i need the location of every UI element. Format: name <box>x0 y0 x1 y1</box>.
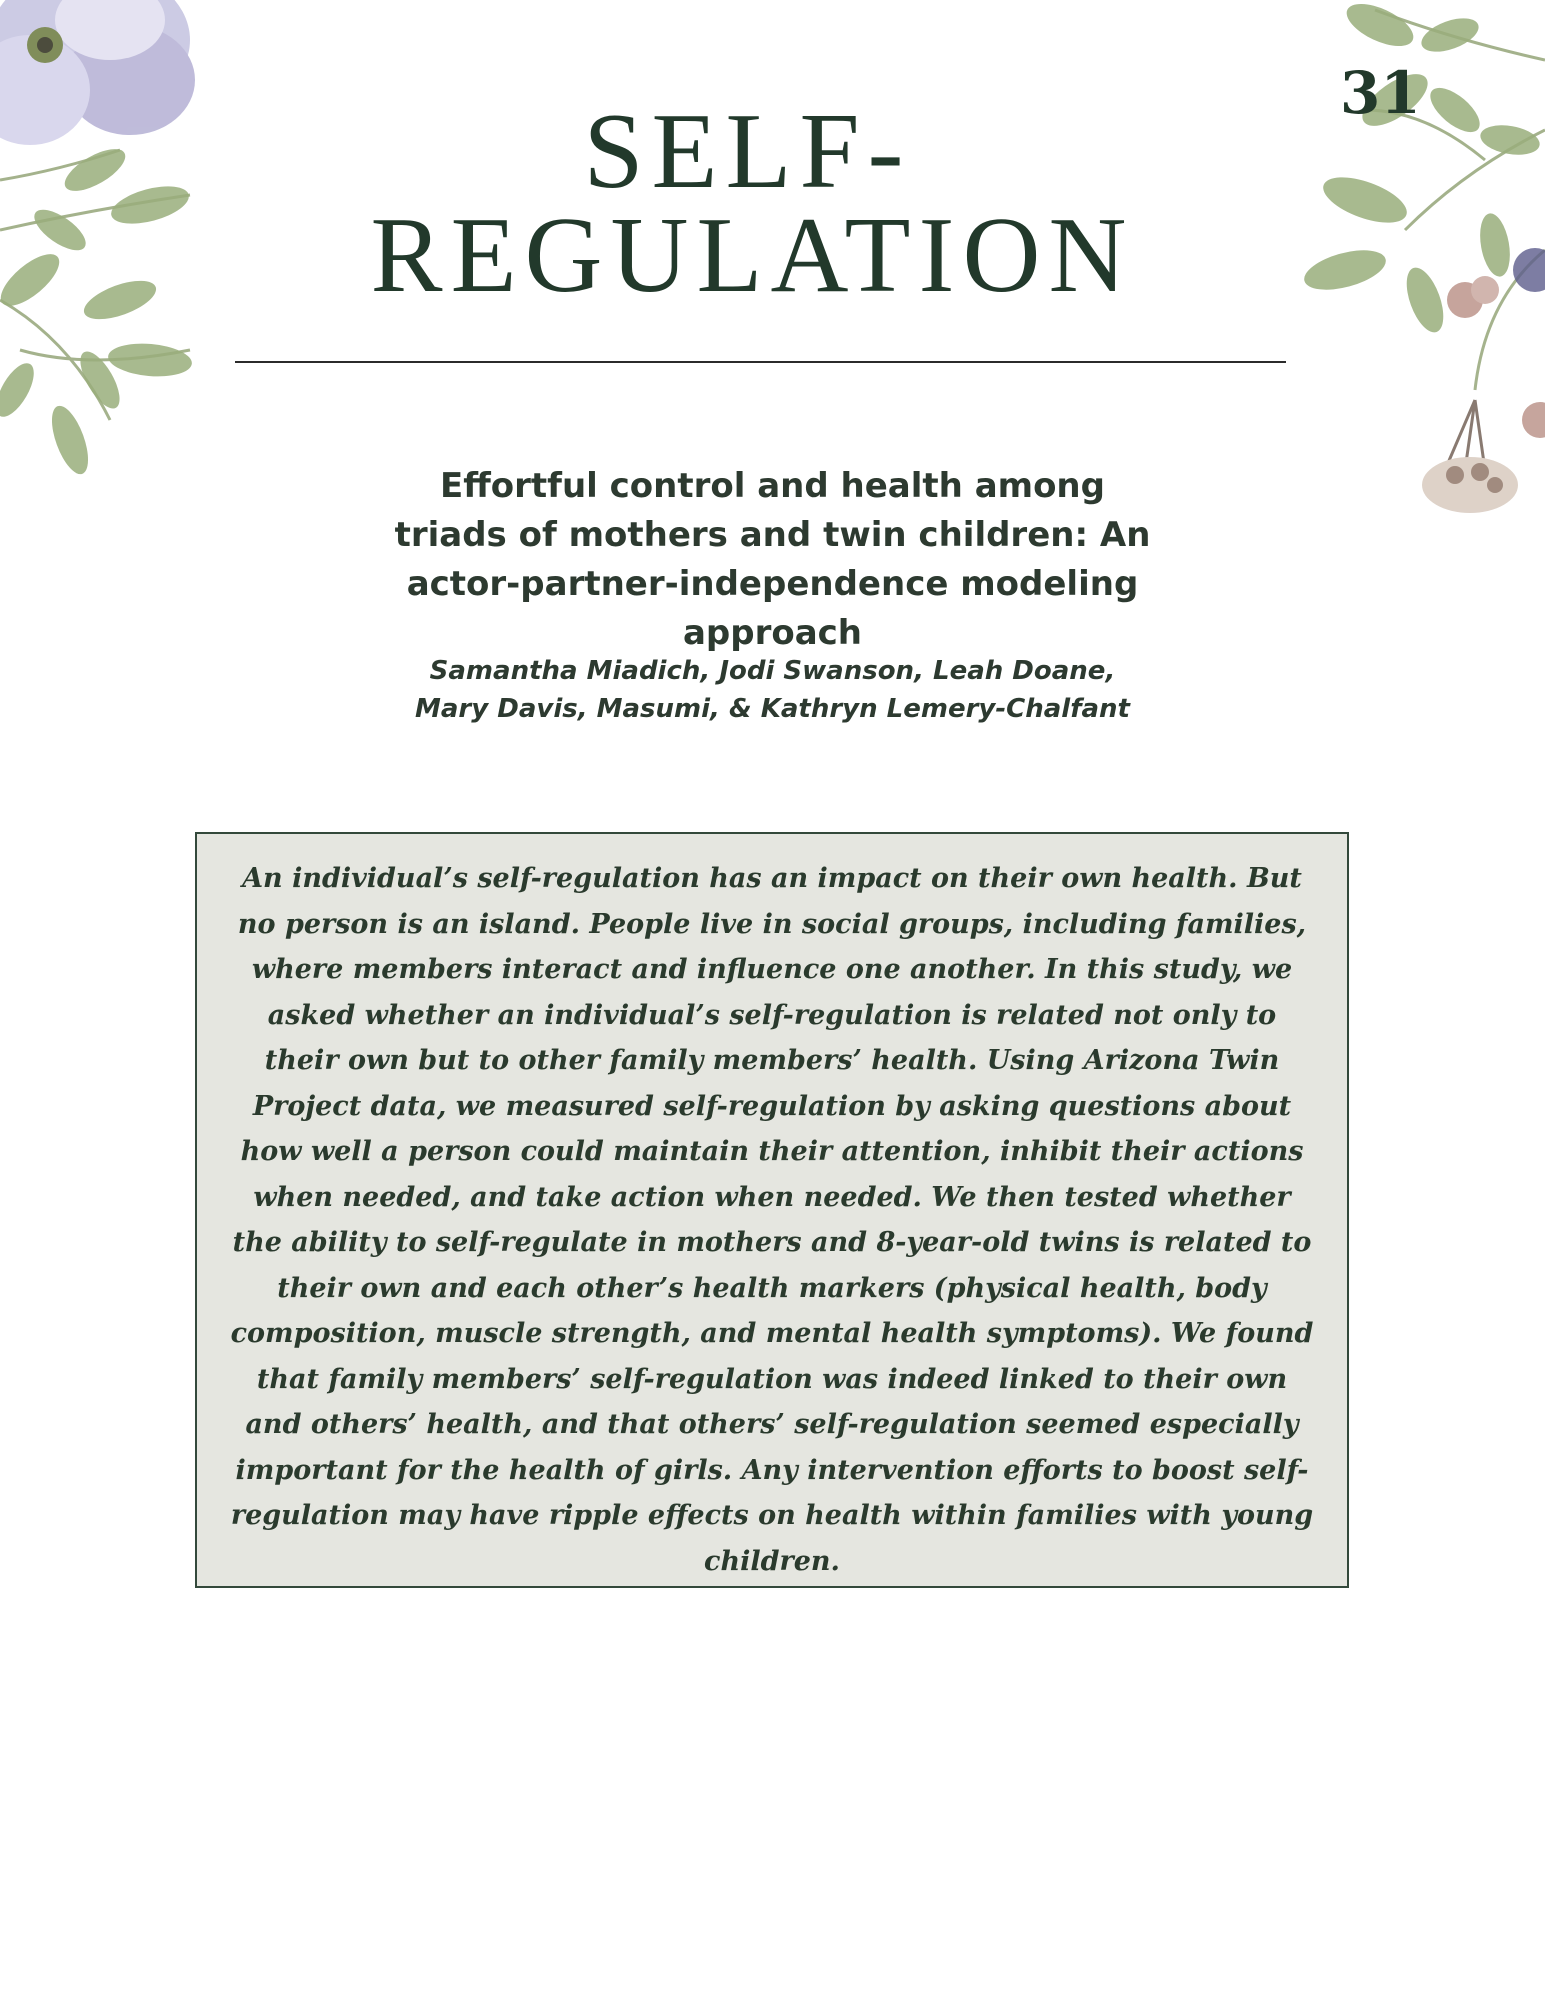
article-authors: Samantha Miadich, Jodi Swanson, Leah Doane, Mary Davis, Masumi, & Kathryn Lemery-Chalfant <box>415 656 1130 724</box>
title-divider <box>235 361 1286 363</box>
article-title: Effortful control and health among triads of mothers and twin children: An actor-partner-independence modeling approach <box>394 466 1151 653</box>
page-title <box>300 92 1205 315</box>
page-title-line-1: SELF- <box>583 92 912 211</box>
page-number: 31 <box>1340 59 1421 127</box>
floral-decoration-left <box>0 0 220 500</box>
page-title-line-2: REGULATION <box>370 196 1135 315</box>
abstract-box <box>195 832 1349 1588</box>
abstract-text: An individual’s self-regulation has an impact on their own health. But no person is an island. People live in social groups, including families, where members interact and influence one another. In this study, we asked whether an individual’s self-regulation is related not only to their own but to other family members’ health. Using Arizona Twin Project data, we measured self-regulation by asking questions about how well a person could maintain their attention, inhibit their actions when needed, and take action when needed. We then tested whether the ability to self-regulate in mothers and 8-year-old twins is related to their own and each other’s health markers (physical health, body composition, muscle strength, and mental health symptoms). We found that family members’ self-regulation was indeed linked to their own and others’ health, and that others’ self-regulation seemed especially important for the health of girls. Any intervention efforts to boost self-regulation may have ripple effects on health within families with young children. <box>230 863 1314 1577</box>
